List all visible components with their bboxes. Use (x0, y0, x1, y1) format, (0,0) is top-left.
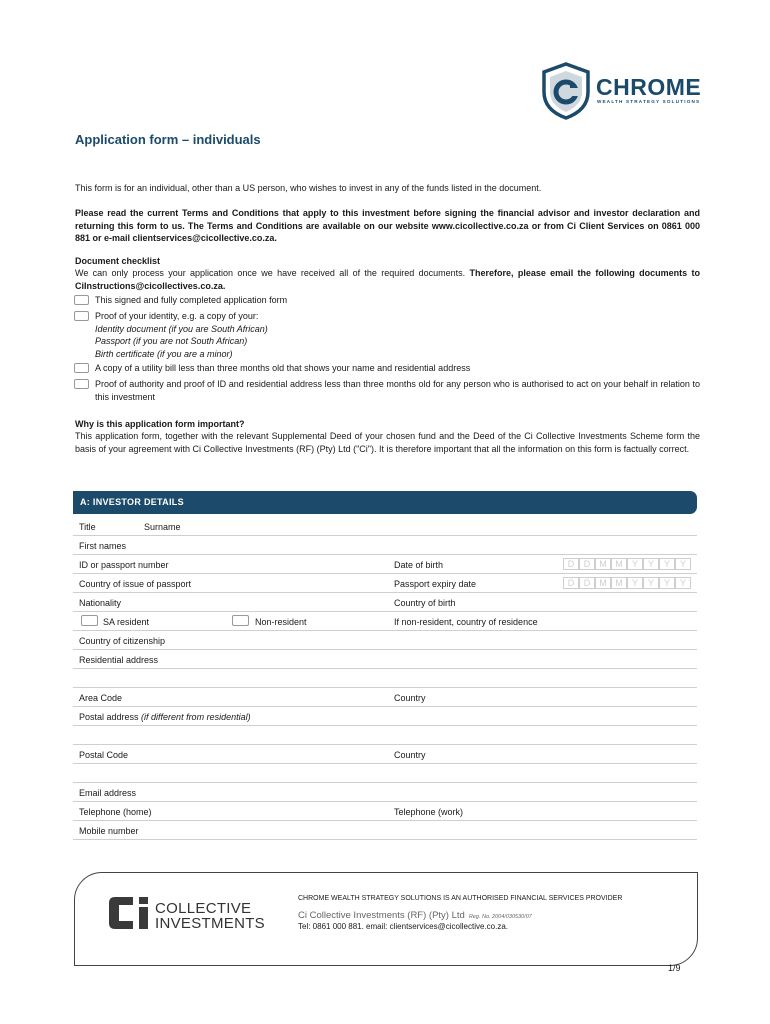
terms-text: Please read the current Terms and Conditions that apply to this investment before signing the financial advisor and investor declaration and returning this form to us. The Terms and Conditions are available on our website www.cicollective.co.za or from Ci Client Services on 0861 000 881 or e-mail clientservices@cicollective.co.za. (75, 208, 700, 243)
checkbox[interactable] (74, 311, 89, 321)
id-passport-label: ID or passport number (79, 560, 169, 570)
tel-home-label: Telephone (home) (79, 807, 152, 817)
intro-text: This form is for an individual, other than a US person, who wishes to invest in any of the funds listed in the document. (75, 183, 542, 193)
form-row[interactable] (73, 517, 697, 536)
sa-resident-label: SA resident (103, 617, 150, 627)
form-row[interactable] (73, 593, 697, 612)
checklist-item-label: Proof of authority and proof of ID and residential address less than three months old for any person who is authorised to act on your behalf in relation to this investment (95, 379, 700, 402)
country-issue-label: Country of issue of passport (79, 579, 192, 589)
why-text: This application form, together with the relevant Supplemental Deed of your chosen fund and the Deed of the Ci Collective Investments Scheme form the basis of your agreement with Ci Collective Investments (RF) (Pty) Ltd ("Ci"). It is therefore important that all the information on this form is factually correct. (75, 431, 700, 454)
form-row[interactable] (73, 707, 697, 726)
postal-code-label: Postal Code (79, 750, 129, 760)
checklist-heading: Document checklist (75, 256, 161, 266)
form-row[interactable] (73, 688, 697, 707)
sa-resident-checkbox[interactable] (81, 615, 98, 626)
brand-name: CHROME (596, 74, 702, 100)
form-row[interactable] (73, 726, 697, 745)
area-code-label: Area Code (79, 693, 123, 703)
country-label: Country (394, 693, 426, 703)
checkbox[interactable] (74, 295, 89, 305)
tel-work-label: Telephone (work) (394, 807, 464, 817)
passport-expiry-label: Passport expiry date (394, 579, 477, 589)
postal-address-label: Postal address (if different from residential) (79, 712, 251, 722)
passport-expiry-field[interactable]: D D M M Y Y Y Y (563, 577, 691, 589)
ci-mark-icon (107, 895, 153, 931)
identity-option: Birth certificate (if you are a minor) (95, 348, 233, 359)
page-title: Application form – individuals (75, 132, 261, 147)
footer-box (74, 872, 698, 966)
form-row[interactable] (73, 612, 697, 631)
form-row[interactable] (73, 783, 697, 802)
page-number: 1/9 (668, 963, 681, 973)
citizenship-label: Country of citizenship (79, 636, 166, 646)
form-row[interactable] (73, 555, 697, 574)
fsp-statement: CHROME WEALTH STRATEGY SOLUTIONS IS AN AUTHORISED FINANCIAL SERVICES PROVIDER (298, 895, 623, 902)
form-row[interactable] (73, 631, 697, 650)
identity-option: Passport (if you are not South African) (95, 336, 248, 346)
checkbox[interactable] (74, 379, 89, 389)
form-row[interactable] (73, 802, 697, 821)
form-row[interactable] (73, 650, 697, 669)
checklist-text: We can only process your application once we have received all of the required documents. Therefore, please email the following documents to CiInstructions@cicollectives.co.za. (75, 268, 700, 291)
form-row[interactable] (73, 574, 697, 593)
form-row[interactable] (73, 764, 697, 783)
residential-address-label: Residential address (79, 655, 159, 665)
dob-field[interactable]: D D M M Y Y Y Y (563, 558, 691, 570)
identity-option: Identity document (if you are South African) (95, 323, 268, 334)
nationality-label: Nationality (79, 598, 122, 608)
form-row[interactable] (73, 821, 697, 840)
chrome-logo (540, 62, 700, 120)
checklist-item-label: A copy of a utility bill less than three months old that shows your name and residential address (95, 363, 471, 373)
dob-label: Date of birth (394, 560, 444, 570)
surname-label: Surname (144, 522, 181, 532)
why-heading: Why is this application form important? (75, 419, 245, 429)
checklist-item-label: This signed and fully completed application form (95, 295, 288, 305)
ci-wordmark: COLLECTIVE INVESTMENTS (155, 900, 265, 932)
company-name: Ci Collective Investments (RF) (Pty) Ltd Reg. No. 2004/030530/07 (298, 910, 532, 921)
ci-logo (107, 895, 277, 939)
form-row[interactable] (73, 745, 697, 764)
title-label: Title (79, 522, 96, 532)
mobile-label: Mobile number (79, 826, 139, 836)
first-names-label: First names (79, 541, 127, 551)
country-birth-label: Country of birth (394, 598, 456, 608)
contact-info: Tel: 0861 000 881. email: clientservices@cicollective.co.za. (298, 922, 508, 931)
checklist-item-label: Proof of your identity, e.g. a copy of your: Identity document (if you are South African) Passport (if you are not South African) Birth certificate (if you are a minor) (95, 310, 700, 360)
non-resident-label: Non-resident (255, 617, 307, 627)
non-resident-checkbox[interactable] (232, 615, 249, 626)
brand-tagline: WEALTH STRATEGY SOLUTIONS (597, 99, 701, 104)
country-label: Country (394, 750, 426, 760)
residence-country-label: If non-resident, country of residence (394, 617, 538, 627)
checkbox[interactable] (74, 363, 89, 373)
shield-icon (540, 62, 592, 120)
email-label: Email address (79, 788, 137, 798)
section-header: A: INVESTOR DETAILS (73, 491, 697, 514)
form-row[interactable] (73, 536, 697, 555)
form-row[interactable] (73, 669, 697, 688)
